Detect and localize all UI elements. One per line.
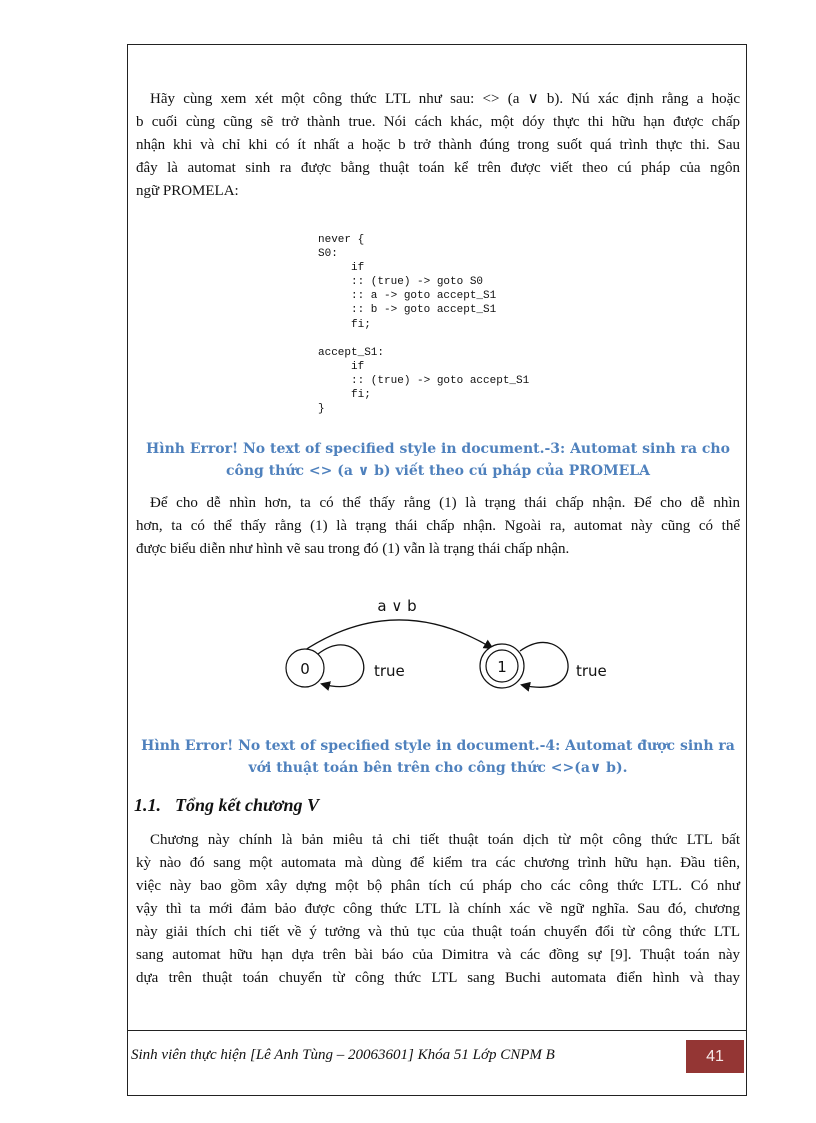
self-loop-0 <box>318 645 364 687</box>
code-line: if <box>318 262 365 275</box>
loop-1-label: true <box>576 662 607 680</box>
summary-line: dựa trên thuật toán chuyển từ công thức LTL sang Buchi automata điển hình và thay <box>136 970 740 986</box>
footer-author: Sinh viên thực hiện [Lê Anh Tùng – 20063601] Khóa 51 Lớp CNPM B <box>131 1047 555 1063</box>
intro-line: nhận khi và chỉ khi có ít nhất a hoặc b trở thành đúng trong suốt quá trình thực thi. Sau <box>136 137 740 153</box>
code-line: if <box>318 360 365 373</box>
explanation-line: hơn, ta có thể thấy rằng (1) là trạng thái chấp nhận. Ngoài ra, automat này cũng có thể <box>136 518 740 534</box>
automaton-diagram <box>270 590 630 700</box>
intro-line: Hãy cùng xem xét một công thức LTL như sau: <> (a ∨ b). Nú xác định rằng a hoặc <box>150 91 740 107</box>
state-0-label: 0 <box>300 660 310 678</box>
state-1-label: 1 <box>497 658 507 676</box>
summary-line: này giải thích chi tiết về ý tưởng và thủ tục của thuật toán chuyển đổi từ công thức LTL <box>136 924 740 940</box>
edge-label: a ∨ b <box>377 597 417 615</box>
caption-line: Hình Error! No text of specified style in document.-3: Automat sinh ra cho <box>146 441 730 457</box>
intro-line: b cuối cùng cũng sẽ trở thành true. Nói cách khác, một dóy thực thi hữu hạn được chấp <box>136 114 740 130</box>
page-number: 41 <box>686 1040 744 1073</box>
figure-caption-4 <box>136 735 740 779</box>
code-line: accept_S1: <box>318 346 385 359</box>
footer-divider <box>127 1030 747 1031</box>
code-line: :: (true) -> goto accept_S1 <box>318 374 530 387</box>
code-line: :: b -> goto accept_S1 <box>318 304 497 317</box>
summary-line: việc này bao gồm xây dựng một bộ phân tích cú pháp cho các công thức LTL. Có như <box>136 878 740 894</box>
code-line: :: a -> goto accept_S1 <box>318 290 497 303</box>
code-line: } <box>318 403 325 416</box>
code-line: fi; <box>318 389 371 402</box>
explanation-line: được biểu diễn như hình vẽ sau trong đó (1) vẫn là trạng thái chấp nhận. <box>136 541 570 557</box>
section-title: Tổng kết chương V <box>175 795 319 815</box>
intro-line: ngữ PROMELA: <box>136 183 239 199</box>
section-number: 1.1. <box>134 795 161 815</box>
summary-line: Chương này chính là bản miêu tả chi tiết thuật toán dịch từ một công thức LTL bất <box>150 832 740 848</box>
explanation-line: Để cho dễ nhìn hơn, ta có thể thấy rằng (1) là trạng thái chấp nhận. Để cho dễ nhìn <box>150 495 740 511</box>
explanation-paragraph <box>136 492 740 561</box>
caption-line: Hình Error! No text of specified style in document.-4: Automat được sinh ra <box>141 738 735 754</box>
summary-paragraph <box>136 829 740 990</box>
self-loop-1 <box>520 643 568 688</box>
caption-line: công thức <> (a ∨ b) viết theo cú pháp của PROMELA <box>226 463 650 479</box>
code-line: S0: <box>318 248 338 261</box>
loop-0-label: true <box>374 662 405 680</box>
summary-line: vậy thì ta mới đảm bảo được công thức LTL là chính xác về ngữ nghĩa. Sau đó, chương <box>136 901 740 917</box>
figure-caption-3 <box>136 438 740 482</box>
code-line: fi; <box>318 318 371 331</box>
intro-line: đây là automat sinh ra được bằng thuật toán kể trên được viết theo cú pháp của ngôn <box>136 160 740 176</box>
summary-line: sang automat hữu hạn dựa trên bài báo của Dimitra và các đồng sự [9]. Thuật toán này <box>136 947 740 963</box>
section-heading <box>134 795 319 816</box>
code-line: never { <box>318 234 365 246</box>
intro-paragraph <box>136 88 740 203</box>
code-line: :: (true) -> goto S0 <box>318 276 484 289</box>
caption-line: với thuật toán bên trên cho công thức <>(a∨ b). <box>248 760 628 776</box>
summary-line: kỳ nào đó sang một automata mà dùng để kiểm tra các chương trình hữu hạn. Đầu tiên, <box>136 855 740 871</box>
promela-code-block <box>318 233 529 416</box>
